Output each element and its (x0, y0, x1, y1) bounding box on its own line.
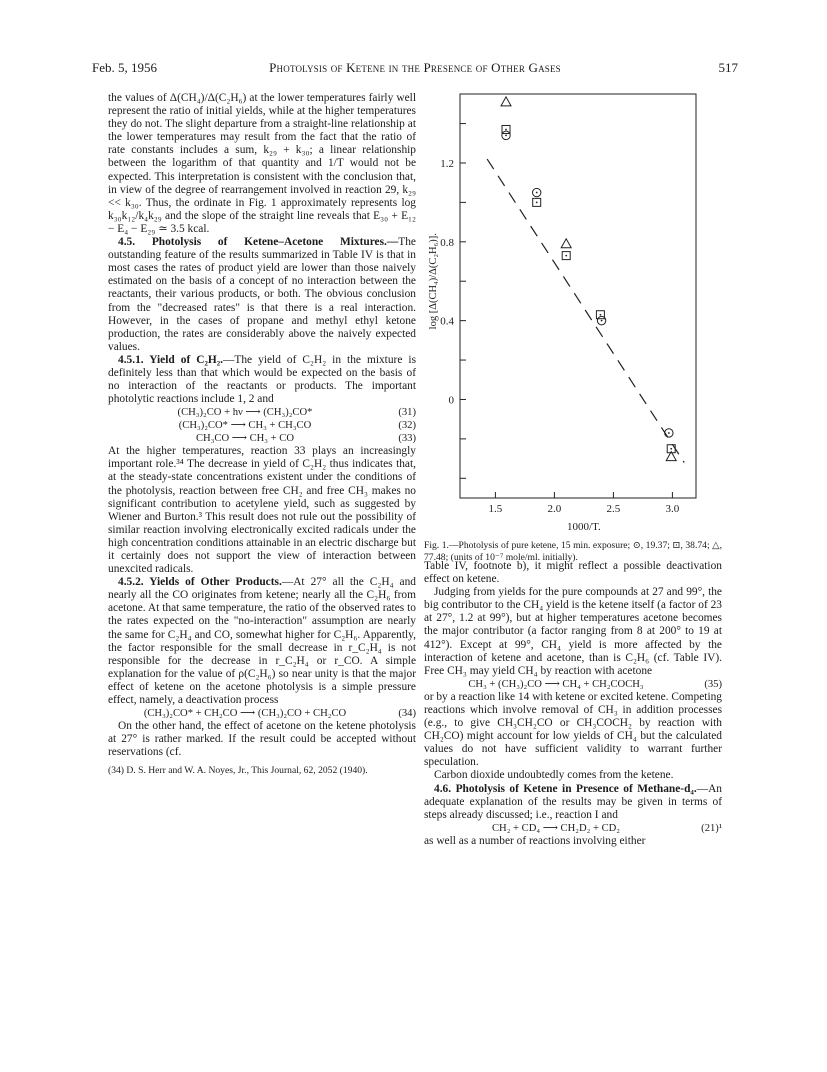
paragraph: Judging from yields for the pure compounds at 27 and 99°, the big contributor to the CH₄ yield is the ketene itself (a factor of 23 at 27°, 1.2 at 99°), but at higher temperatures acetone becomes the major contributor (a factor ranging from 8 at 200° to 19 at 412°). Except at 99°, CH₄ yield is more affected by the interaction of ketene and acetone, than is C₂H₆ (cf. Table IV). Free CH₃ may yield CH₄ by reaction with acetone (424, 586, 722, 677)
section-heading: 4.5. Photolysis of Ketene–Acetone Mixtures.— (118, 236, 399, 249)
data-point-center (601, 320, 603, 322)
y-tick-label: 0.8 (440, 236, 454, 249)
data-point-center (505, 134, 507, 136)
section-text: —At 27° all the C₂H₄ and nearly all the CO originates from ketene; nearly all the C₂H₆ from acetone. At that same temperature, the ratio of the observed rates to the rates expected on the "no-interaction" assumption are nearly the same for C₂H₄ and CO, somewhat higher for C₂H₆. Apparently, the factor responsible for the small decrease in r_C₂H₄ is not responsible for the decrease in r_C₂H₄ or r_CO. A simple explanation for the value of ρ(C₂H₆) so near unity is that the major effect of ketene on the acetone photolysis is a simple pressure effect, namely, a deactivation process (108, 576, 416, 707)
footnote: (34) D. S. Herr and W. A. Noyes, Jr., This Journal, 62, 2052 (1940). (108, 765, 368, 777)
running-title: Photolysis of Ketene in the Presence of Other Gases (269, 60, 561, 75)
data-point-center (536, 201, 538, 203)
paragraph: as well as a number of reactions involving either (424, 834, 646, 847)
fit-line (487, 159, 684, 462)
data-point-center (670, 448, 672, 450)
y-tick-label: 1.2 (440, 157, 454, 170)
data-point-center (565, 255, 567, 257)
equation-32: (CH₃)₂CO* ⟶ CH₃ + CH₃CO (32) (178, 420, 416, 432)
section-4-6 (424, 783, 722, 822)
plot-frame (460, 94, 696, 498)
data-point-triangle (561, 239, 571, 248)
left-column (108, 92, 416, 776)
section-text: The outstanding feature of the results summarized in Table IV is that in most cases the rates of product yield are lower than those naively estimated on the basis of a concept of no interaction between the reactants, their various products, or both. The obvious conclusion from the "decreased rates" is that there is a real interaction. However, in the cases of propane and methyl ethyl ketone production, the rates are considerably above the naively expected values. (108, 236, 416, 353)
x-tick-label: 2.5 (606, 503, 621, 515)
section-heading: 4.6. Photolysis of Ketene in Presence of Methane-d₄. (434, 782, 697, 795)
section-heading: 4.5.2. Yields of Other Products. (118, 576, 282, 589)
section-text: —The yield of C₂H₂ in the mixture is definitely less than that which would be expected on the basis of no interaction of the reactants or products. The important photolytic reactions include 1, 2 and (108, 353, 416, 406)
page-number: 517 (718, 60, 738, 75)
equation-21: CH₂ + CD₄ ⟶ CH₂D₂ + CD₂ (21)¹ (491, 822, 722, 834)
equation-35: CH₃ + (CH₃)₂CO ⟶ CH₄ + CH₂COCH₃ (35) (468, 678, 722, 690)
y-tick-label: 0.4 (440, 315, 454, 328)
header-date: Feb. 5, 1956 (92, 60, 157, 75)
section-4-5-1 (108, 354, 416, 406)
data-point-triangle (501, 97, 511, 106)
paragraph: On the other hand, the effect of acetone on the ketene photolysis at 27° is rather marked. If the result could be accepted without reservations (cf. (108, 720, 416, 759)
section-4-5 (108, 236, 416, 354)
paragraph: the values of Δ(CH₄)/Δ(C₂H₆) at the lower temperatures fairly well represent the ratio of initial yields, while at the higher temperatures they do not. The slight departure from a straight-line relationship at the lower temperatures may result from the fact that the ratio of rate constants includes a sum, k₂₉ + k₃₀; a linear relationship between the logarithm of that quantity and 1/T would not be expected. This interpretation is consistent with the conclusion that, in view of the degree of rearrangement involved in reaction 29, k₂₉ << k₃₀. Thus, the ordinate in Fig. 1 approximately represents log k₃₀k₁₂/k₄k₂₉ and the slope of the straight line reveals that E₃₀ + E₁₂ − E₄ − E₂₉ ≃ 3.5 kcal. (108, 92, 416, 235)
paragraph: or by a reaction like 14 with ketene or excited ketene. Competing reactions which involve removal of CH₃ in addition processes (e.g., to give CH₃CH₂CO or CH₃COCH₂ by reaction with CH₂CO) might account for low yields of CH₄ but the calculated values do not have sufficient validity to warrant further speculation. (424, 690, 722, 769)
figure-caption: Fig. 1.—Photolysis of pure ketene, 15 min. exposure; ⊙, 19.37; ⊡, 38.74; △, 77.48; (units of 10⁻⁷ mole/ml. initially). (424, 540, 722, 563)
x-tick-label: 1.5 (488, 503, 503, 515)
data-point-center (536, 192, 538, 194)
data-point-center (668, 432, 670, 434)
right-column (424, 560, 722, 848)
section-4-5-2 (108, 576, 416, 707)
x-tick-label: 2.0 (547, 503, 562, 515)
chart (424, 88, 724, 538)
equation-33: CH₃CO ⟶ CH₃ + CO (33) (195, 433, 416, 445)
paragraph: Carbon dioxide undoubtedly comes from the ketene. (434, 769, 674, 782)
x-tick-label: 3.0 (665, 503, 680, 515)
data-point-center (600, 314, 602, 316)
equation-34: (CH₃)₂CO* + CH₂CO ⟶ (CH₃)₂CO + CH₂CO (34) (143, 708, 416, 720)
y-tick-label: 0 (448, 394, 454, 407)
paragraph: Table IV, footnote b), it might reflect a possible deactivation effect on ketene. (424, 560, 722, 586)
section-text: —An adequate explanation of the results may be given in terms of steps already discussed; i.e., reaction I and (424, 782, 722, 821)
figure-1 (424, 88, 724, 558)
equation-31: (CH₃)₂CO + hν ⟶ (CH₃)₂CO* (31) (177, 407, 416, 419)
section-heading: 4.5.1. Yield of C₂H₂. (118, 353, 224, 366)
x-axis-label: 1000/T. (567, 521, 601, 533)
paragraph: At the higher temperatures, reaction 33 plays an increasingly important role.³⁴ The decrease in yield of C₂H₂ thus indicates that, at the steady-state concentrations existent under the conditions of the photolysis, reaction between free CH₂ and free CH₃ makes no significant contribution to acetylene yield, such as suggested by Wiener and Burton.³ This result does not rule out the possibility of similar reaction involving electronically excited radicals under the high concentration conditions attainable in an electric discharge but it certainly does not support the view of interaction between unexcited radicals. (108, 445, 416, 576)
page-header (92, 60, 738, 78)
y-axis-label: log [Δ(CH₄)/Δ(C₂H₆)]. (428, 233, 439, 330)
data-point-center (505, 129, 507, 131)
